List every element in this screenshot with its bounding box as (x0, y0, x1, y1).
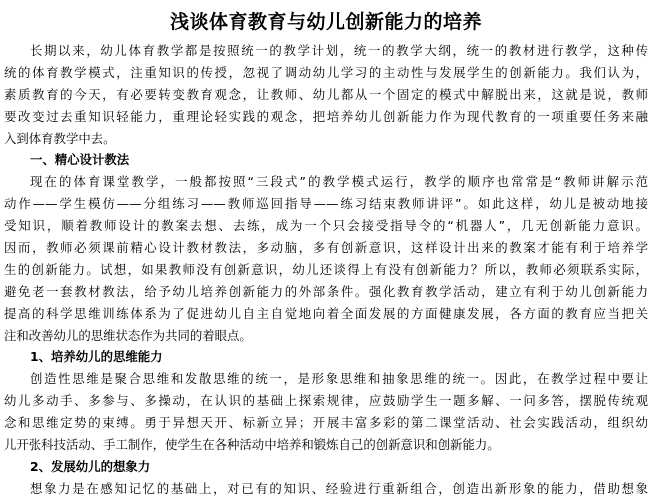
paragraph-line: 念和思维定势的束缚。勇于异想天开、标新立异；开展丰富多彩的第二课堂活动、社会实践活动，组织幼 (4, 415, 648, 431)
paragraph-line: 想象力是在感知记忆的基础上，对已有的知识、经验进行重新组合，创造出新形象的能力，借助想象 (30, 480, 648, 496)
paragraph-line: 素质教育的今天，有必要转变教育观念，让教师、幼儿都从一个固定的模式中解脱出来，这就是说，教师 (4, 86, 648, 102)
paragraph-line: 创造性思维是聚合思维和发散思维的统一，是形象思维和抽象思维的统一。因此，在教学过程中要让 (30, 371, 648, 387)
paragraph-line: 动作——学生模仿——分组练习——教师巡回指导——练习结束教师讲评”。如此这样，幼儿是被动地接 (4, 196, 648, 212)
paragraph-line: 幼儿多动手、多参与、多操动，在认识的基础上探索规律，应鼓励学生一题多解、一问多答，摆脱传统观 (4, 393, 648, 409)
document-body (4, 40, 648, 500)
paragraph-line: 生的创新能力。试想，如果教师没有创新意识，幼儿还谈得上有没有创新能力？所以，教师必须联系实际， (4, 261, 648, 277)
paragraph-line: 长期以来，幼儿体育教学都是按照统一的教学计划，统一的教学大纲，统一的教材进行教学，这种传 (30, 43, 648, 58)
paragraph-line: 入到体育教学中去。 (4, 130, 116, 146)
paragraph-line: 提高的科学思维训练体系为了促进幼儿自主自觉地向着全面发展的方面健康发展，各方面的教育应当把关 (4, 305, 648, 321)
paragraph-line: 避免老一套教材教法，给予幼儿培养创新能力的外部条件。强化教育教学活动，建立有利于幼儿创新能力 (4, 283, 648, 299)
section-heading: 一、精心设计教法 (30, 152, 130, 168)
paragraph-line: 受知识，顺着教师设计的教案去想、去练，成为一个只会接受指导令的“机器人”，几无创新能力意识。 (4, 218, 648, 234)
paragraph-line: 统的体育教学模式，注重知识的传授，忽视了调动幼儿学习的主动性与发展学生的创新能力。我们认为， (4, 64, 648, 80)
paragraph-line: 注和改善幼儿的思维状态作为共同的着眼点。 (4, 327, 252, 343)
document-title: 浅谈体育教育与幼儿创新能力的培养 (169, 11, 482, 33)
paragraph-line: 现在的体育课堂教学，一般都按照“三段式”的教学模式运行，教学的顺序也常常是“教师讲解示范 (30, 174, 648, 190)
subsection-heading: 1、培养幼儿的思维能力 (30, 349, 163, 365)
paragraph-line: 因而，教师必须课前精心设计教材教法，多动脑，多有创新意识，这样设计出来的教案才能有利于培养学 (4, 240, 648, 256)
paragraph-line: 儿开张科技活动、手工制作，使学生在各种活动中培养和锻炼自己的创新意识和创新能力。 (4, 437, 500, 453)
subsection-heading: 2、发展幼儿的想象力 (30, 458, 151, 474)
paragraph-line: 要改变过去重知识轻能力，重理论轻实践的观念，把培养幼儿创新能力作为现代教育的一项重要任务来融 (4, 108, 648, 124)
